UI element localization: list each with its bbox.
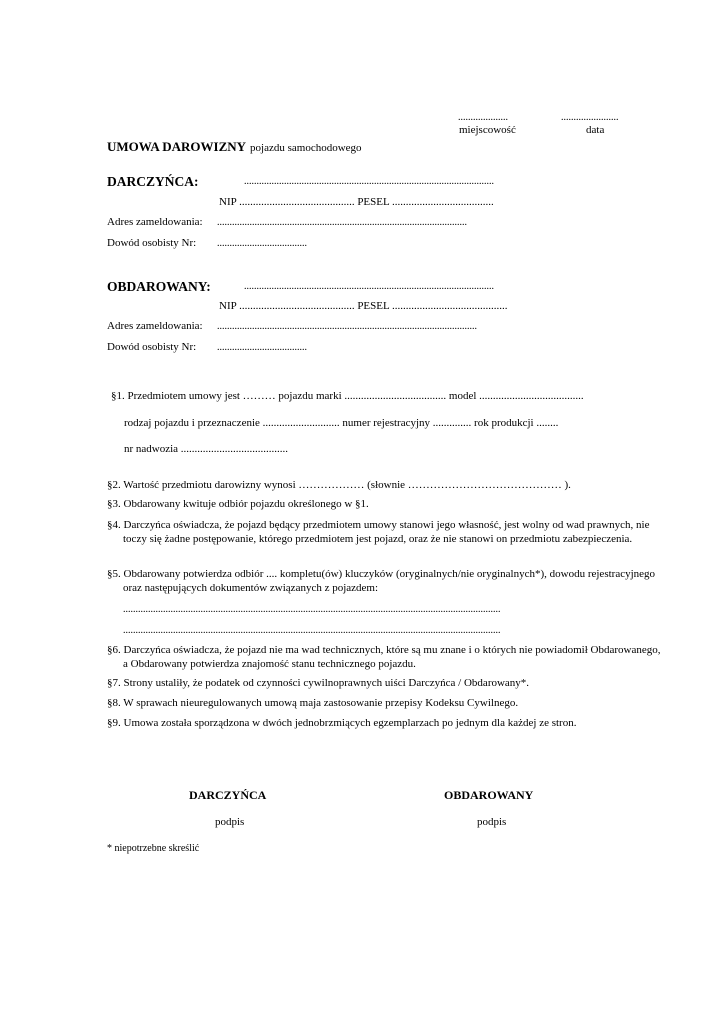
recipient-heading: OBDAROWANY: — [107, 279, 211, 294]
recipient-address-label: Adres zameldowania: — [107, 320, 203, 332]
signature-donor-sign: podpis — [215, 816, 245, 828]
recipient-id-label: Dowód osobisty Nr: — [107, 341, 197, 353]
document-title — [107, 139, 362, 155]
place-dots: .................... — [458, 112, 508, 123]
recipient-address-dots: ........................................................................................................ — [217, 321, 477, 332]
section-1-line-3: nr nadwozia ....................................... — [124, 443, 289, 455]
title-bold: UMOWA DAROWIZNY — [107, 139, 247, 154]
recipient-name-dots: .................................................................................................... — [244, 281, 494, 292]
place-label: miejscowość — [459, 124, 516, 136]
signature-recipient-label: OBDAROWANY — [444, 788, 534, 802]
donor-id-dots: .................................... — [217, 238, 307, 249]
donor-nip-pesel: NIP .......................................... PESEL ..................................... — [219, 196, 494, 208]
section-8: §8. W sprawach nieuregulowanych umową maja zastosowanie przepisy Kodeksu Cywilnego. — [107, 697, 519, 709]
footnote: * niepotrzebne skreślić — [107, 843, 200, 854]
recipient-id-dots: .................................... — [217, 342, 307, 353]
section-9: §9. Umowa została sporządzona w dwóch jednobrzmiących egzemplarzach po jednym dla każdej ze stron. — [107, 717, 577, 729]
section-4: §4. Darczyńca oświadcza, że pojazd będący przedmiotem umowy stanowi jego własność, jest wolny od wad prawnych, nie toczy się żadne postępowanie, którego przedmiotem jest pojazd, oraz że nie stanowi on przedmiotu zabezpieczenia. — [107, 519, 650, 545]
title-rest: pojazdu samochodowego — [250, 142, 362, 154]
donor-id-label: Dowód osobisty Nr: — [107, 237, 197, 249]
date-dots: ....................... — [561, 112, 619, 123]
section-5-dots-2: ....................................................................................................................................................... — [123, 625, 501, 636]
signature-recipient-sign: podpis — [477, 816, 507, 828]
section-6: §6. Darczyńca oświadcza, że pojazd nie ma wad technicznych, które są mu znane i o których nie powiadomił Obdarowanego, a Obdarowany potwierdza znajomość stanu technicznego pojazdu. — [107, 644, 661, 670]
section-1-line-1: §1. Przedmiotem umowy jest ……… pojazdu marki ..................................... model ...................................... — [111, 390, 584, 402]
donor-heading: DARCZYŃCA: — [107, 174, 199, 189]
date-label: data — [586, 124, 605, 136]
section-7: §7. Strony ustaliły, że podatek od czynności cywilnoprawnych uiści Darczyńca / Obdarowany*. — [107, 677, 530, 689]
donor-name-dots: .................................................................................................... — [244, 176, 494, 187]
section-5: §5. Obdarowany potwierdza odbiór .... kompletu(ów) kluczyków (oryginalnych/nie oryginalnych*), dowodu rejestracyjnego oraz następujących dokumentów związanych z pojazdem: — [107, 568, 656, 594]
section-3: §3. Obdarowany kwituje odbiór pojazdu określonego w §1. — [107, 498, 369, 510]
donor-address-label: Adres zameldowania: — [107, 216, 203, 228]
donor-address-dots: .................................................................................................... — [217, 217, 467, 228]
signature-donor-label: DARCZYŃCA — [189, 788, 267, 802]
section-5-dots-1: ....................................................................................................................................................... — [123, 604, 501, 615]
section-1-line-2: rodzaj pojazdu i przeznaczenie ............................ numer rejestracyjny .............. rok produkcji ........ — [124, 417, 559, 429]
section-2: §2. Wartość przedmiotu darowizny wynosi ……………… (słownie …………………………………… ). — [107, 479, 571, 491]
recipient-nip-pesel: NIP .......................................... PESEL .......................................... — [219, 300, 508, 312]
